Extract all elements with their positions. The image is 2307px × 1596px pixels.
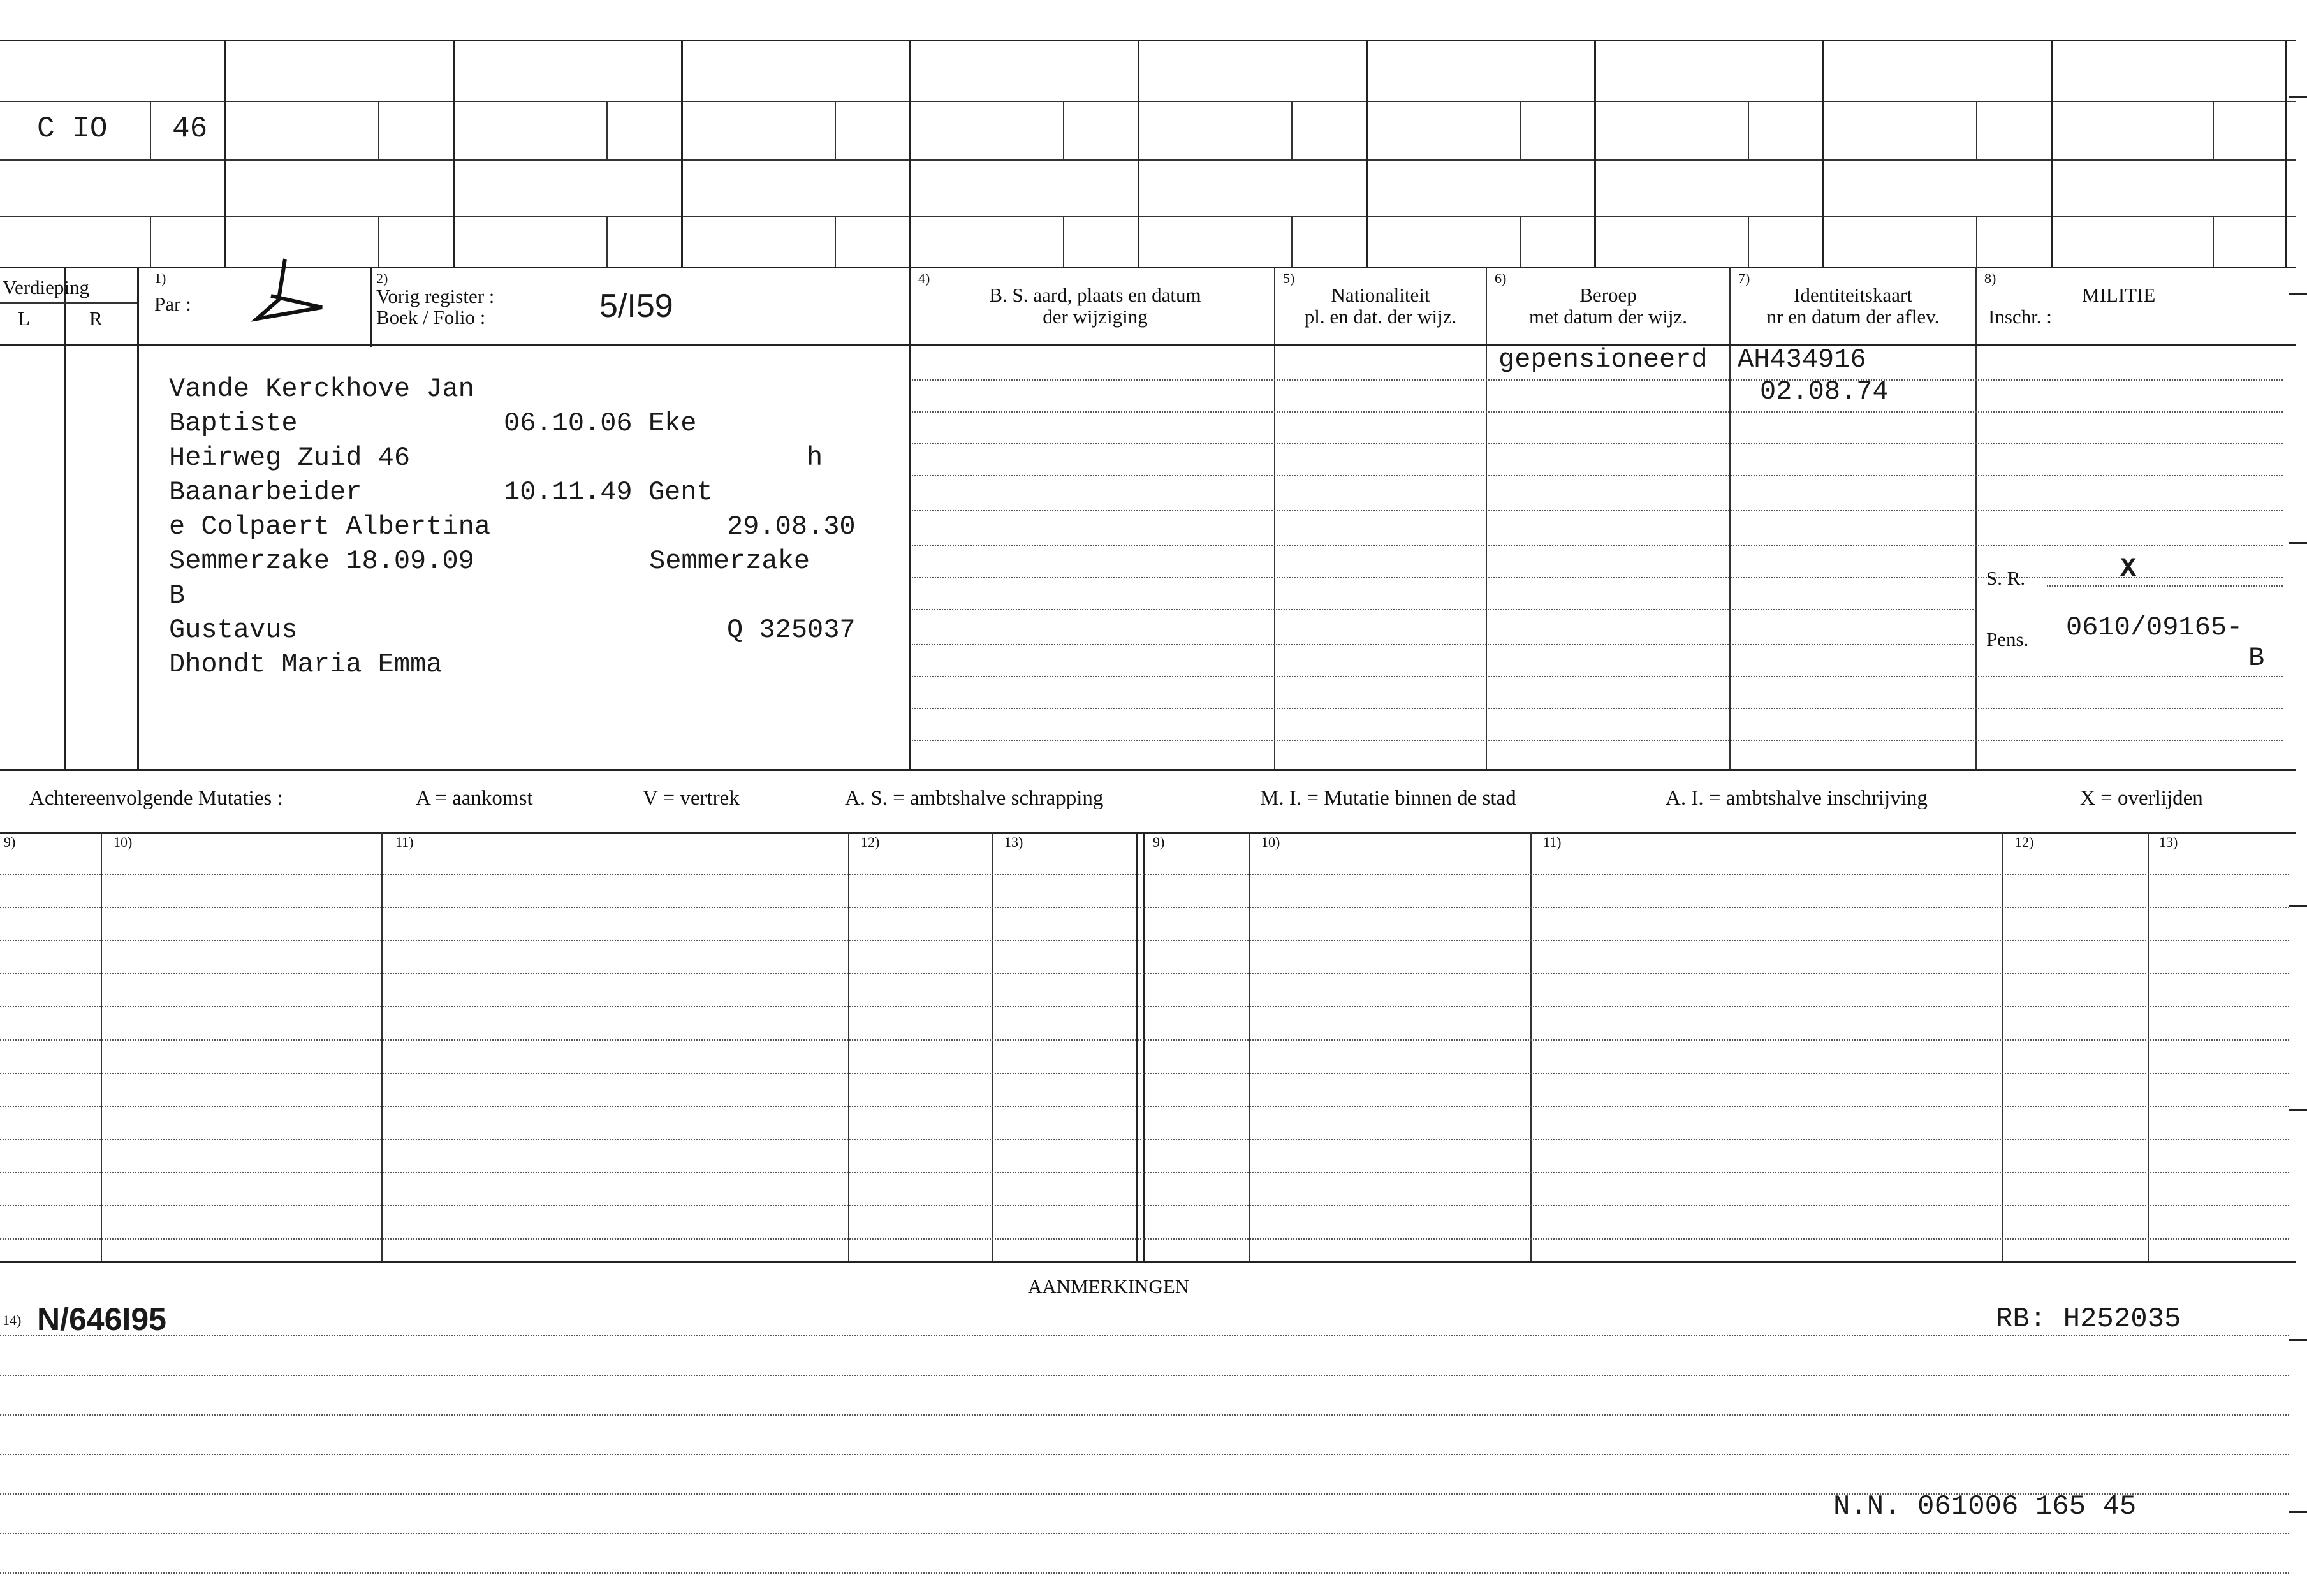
grid-vline [1486, 267, 1487, 770]
grid-vline [101, 832, 102, 1261]
sr-label: S. R. [1986, 567, 2026, 589]
pens-label: Pens. [1986, 628, 2029, 650]
note-number: 5) [1283, 270, 1295, 286]
grid-vline [1291, 216, 1293, 267]
grid-vline [370, 267, 372, 347]
note-number: 14) [3, 1312, 22, 1328]
grid-vline [1530, 832, 1532, 1261]
grid-vline [992, 832, 993, 1261]
spouse-date: 29.08.30 [727, 511, 856, 542]
grid-vline [1143, 832, 1145, 1261]
note-number: 8) [1984, 270, 1996, 286]
pens-value: 0610/09165- [2066, 612, 2243, 643]
grid-vline [606, 101, 608, 159]
legend-mi: M. I. = Mutatie binnen de stad [1260, 787, 1516, 810]
ident-header-line2: nr en datum der aflev. [1766, 305, 1940, 328]
person-line5: e Colpaert Albertina [169, 511, 491, 542]
sr-value: X [2120, 553, 2137, 584]
beroep-header-line2: met datum der wijz. [1529, 305, 1687, 328]
beroep-header-line1: Beroep [1579, 284, 1637, 306]
note-number: 4) [918, 270, 930, 286]
grid-vline [224, 40, 226, 267]
person-line7: B [169, 580, 186, 611]
grid-vline [1063, 216, 1064, 267]
edge-tick [2289, 905, 2307, 907]
grid-line [0, 267, 2296, 268]
grid-vline [150, 101, 151, 159]
legend-title: Achtereenvolgende Mutaties : [29, 787, 283, 810]
dotted-line [0, 1106, 2289, 1107]
person-mark: h [807, 443, 823, 473]
bs-header-line2: der wijziging [1043, 305, 1148, 328]
dotted-line [912, 545, 2283, 546]
grid-vline [835, 101, 836, 159]
grid-vline [1748, 216, 1749, 267]
grid-vline [2213, 101, 2214, 159]
ident-header-line1: Identiteitskaart [1794, 284, 1912, 306]
boek-folio-value: 5/I59 [599, 288, 673, 325]
verdieping-label: Verdieping [3, 276, 90, 298]
edge-tick [2289, 1339, 2307, 1341]
grid-vline [2285, 40, 2287, 267]
ident-date: 02.08.74 [1760, 376, 1889, 407]
person-line3: Heirweg Zuid 46 [169, 443, 411, 473]
header-bottom [0, 344, 2296, 346]
grid-vline [1729, 267, 1731, 770]
note-number: 2) [376, 270, 388, 286]
dotted-line [0, 973, 2289, 974]
body-bottom [0, 769, 2296, 771]
grid-vline [909, 40, 911, 267]
dotted-line [0, 1238, 2289, 1240]
note-number: 6) [1495, 270, 1507, 286]
mutation-col-number: 11) [395, 834, 414, 850]
dotted-line [912, 644, 1974, 645]
grid-vline [381, 832, 383, 1261]
grid-vline [1976, 101, 1977, 159]
grid-vline [1291, 101, 1293, 159]
mutation-col-number: 12) [2015, 834, 2034, 850]
grid-vline [1366, 40, 1368, 267]
rb-number: RB: H252035 [1996, 1303, 2181, 1335]
grid-vline [1594, 40, 1596, 267]
dotted-line [912, 443, 2283, 444]
dotted-line [912, 379, 2283, 381]
dotted-line [0, 1172, 2289, 1173]
mutation-col-number: 10) [1261, 834, 1280, 850]
dotted-line [912, 708, 2283, 709]
dotted-line [0, 1414, 2289, 1416]
registration-date: 10.11.49 Gent [504, 477, 713, 508]
grid-vline [150, 216, 151, 267]
dotted-line [0, 1073, 2289, 1074]
dotted-line [0, 1493, 2289, 1495]
vorig-register-label: Vorig register : [376, 285, 495, 307]
bs-header-line1: B. S. aard, plaats en datum [989, 284, 1201, 306]
grid-line [0, 101, 2296, 102]
note-number: 7) [1738, 270, 1750, 286]
aanmerkingen-title: AANMERKINGEN [1028, 1275, 1190, 1298]
edge-tick [2289, 1511, 2307, 1513]
grid-vline [2148, 832, 2149, 1261]
grid-vline [378, 216, 379, 267]
note-number: 1) [154, 270, 166, 286]
inschr-label: Inschr. : [1988, 305, 2052, 328]
person-line9: Dhondt Maria Emma [169, 649, 443, 680]
grid-vline [64, 344, 66, 770]
grid-line [0, 159, 2296, 161]
edge-tick [2289, 293, 2307, 295]
mutation-col-number: 10) [114, 834, 133, 850]
dotted-line [0, 1205, 2289, 1206]
grid-vline [1274, 267, 1275, 770]
spouse-place: Semmerzake [649, 546, 810, 576]
boek-folio-label: Boek / Folio : [376, 306, 486, 328]
dotted-line [0, 1039, 2289, 1041]
nationality-header-line1: Nationaliteit [1331, 284, 1430, 306]
mutation-col-number: 13) [2159, 834, 2178, 850]
edge-tick [2289, 1109, 2307, 1111]
grid-vline [1520, 216, 1521, 267]
remark-value: N/646I95 [37, 1301, 166, 1337]
mutation-col-number: 9) [4, 834, 16, 850]
legend-a: A = aankomst [416, 787, 533, 810]
grid-vline [453, 40, 455, 267]
pens-suffix: B [2248, 643, 2265, 673]
par-label: Par : [154, 293, 191, 315]
grid-vline [1063, 101, 1064, 159]
code-number: 46 [172, 112, 208, 145]
beroep-value: gepensioneerd [1498, 344, 1708, 375]
legend-v: V = vertrek [643, 787, 740, 810]
dotted-line [0, 907, 2289, 908]
grid-vline [909, 267, 911, 770]
dotted-line [0, 1533, 2289, 1534]
grid-vline [1822, 40, 1824, 267]
dotted-line [912, 411, 2283, 413]
grid-line [0, 216, 2296, 217]
dotted-line [0, 1454, 2289, 1455]
grid-vline [2213, 216, 2214, 267]
edge-tick [2289, 96, 2307, 98]
person-line2: Baptiste [169, 408, 298, 439]
top-border [0, 40, 2296, 41]
dotted-line [912, 676, 2283, 677]
dotted-line [0, 1006, 2289, 1007]
grid-vline [378, 101, 379, 159]
grid-vline [2002, 832, 2003, 1261]
col-r-label: R [89, 307, 103, 330]
mutation-col-number: 12) [861, 834, 880, 850]
grid-vline [1976, 216, 1977, 267]
legend-x: X = overlijden [2080, 787, 2203, 810]
grid-vline [681, 40, 683, 267]
dotted-line [0, 940, 2289, 941]
person-line1: Vande Kerckhove Jan [169, 374, 474, 404]
dotted-line [0, 874, 2289, 875]
person-line8: Gustavus [169, 615, 298, 645]
person-line4: Baanarbeider [169, 477, 362, 508]
birth-date: 06.10.06 Eke [504, 408, 697, 439]
dotted-line [2047, 585, 2283, 587]
grid-vline [1138, 40, 1139, 267]
dotted-line [912, 510, 2283, 511]
code-label: C IO [37, 112, 108, 145]
grid-vline [1520, 101, 1521, 159]
mutation-bottom [0, 1261, 2296, 1263]
dotted-line [912, 740, 2283, 741]
dotted-line [0, 1375, 2289, 1376]
person-line6: Semmerzake 18.09.09 [169, 546, 474, 576]
col-l-label: L [18, 307, 30, 330]
mutation-col-number: 11) [1543, 834, 1562, 850]
grid-vline [835, 216, 836, 267]
grid-line [0, 302, 137, 304]
dotted-line [912, 609, 1974, 610]
dotted-line [0, 1335, 2289, 1336]
militie-header: MILITIE [2082, 284, 2156, 306]
grid-vline [1748, 101, 1749, 159]
mutation-top [0, 832, 2296, 834]
mutation-col-number: 9) [1153, 834, 1165, 850]
grid-vline [137, 267, 139, 770]
legend-as: A. S. = ambtshalve schrapping [845, 787, 1104, 810]
grid-vline [1975, 267, 1977, 770]
grid-vline [1136, 832, 1138, 1261]
person-code: Q 325037 [727, 615, 856, 645]
dotted-line [912, 577, 2283, 578]
mutation-col-number: 13) [1004, 834, 1023, 850]
ident-number: AH434916 [1738, 344, 1866, 375]
grid-vline [606, 216, 608, 267]
dotted-line [912, 475, 2283, 476]
nn-number: N.N. 061006 165 45 [1833, 1491, 2137, 1523]
legend-ai: A. I. = ambtshalve inschrijving [1666, 787, 1928, 810]
edge-tick [2289, 542, 2307, 544]
dotted-line [0, 1139, 2289, 1140]
grid-vline [2051, 40, 2053, 267]
grid-vline [1249, 832, 1250, 1261]
dotted-line [0, 1572, 2289, 1574]
nationality-header-line2: pl. en dat. der wijz. [1304, 305, 1457, 328]
grid-vline [848, 832, 849, 1261]
signature-mark [245, 255, 335, 332]
